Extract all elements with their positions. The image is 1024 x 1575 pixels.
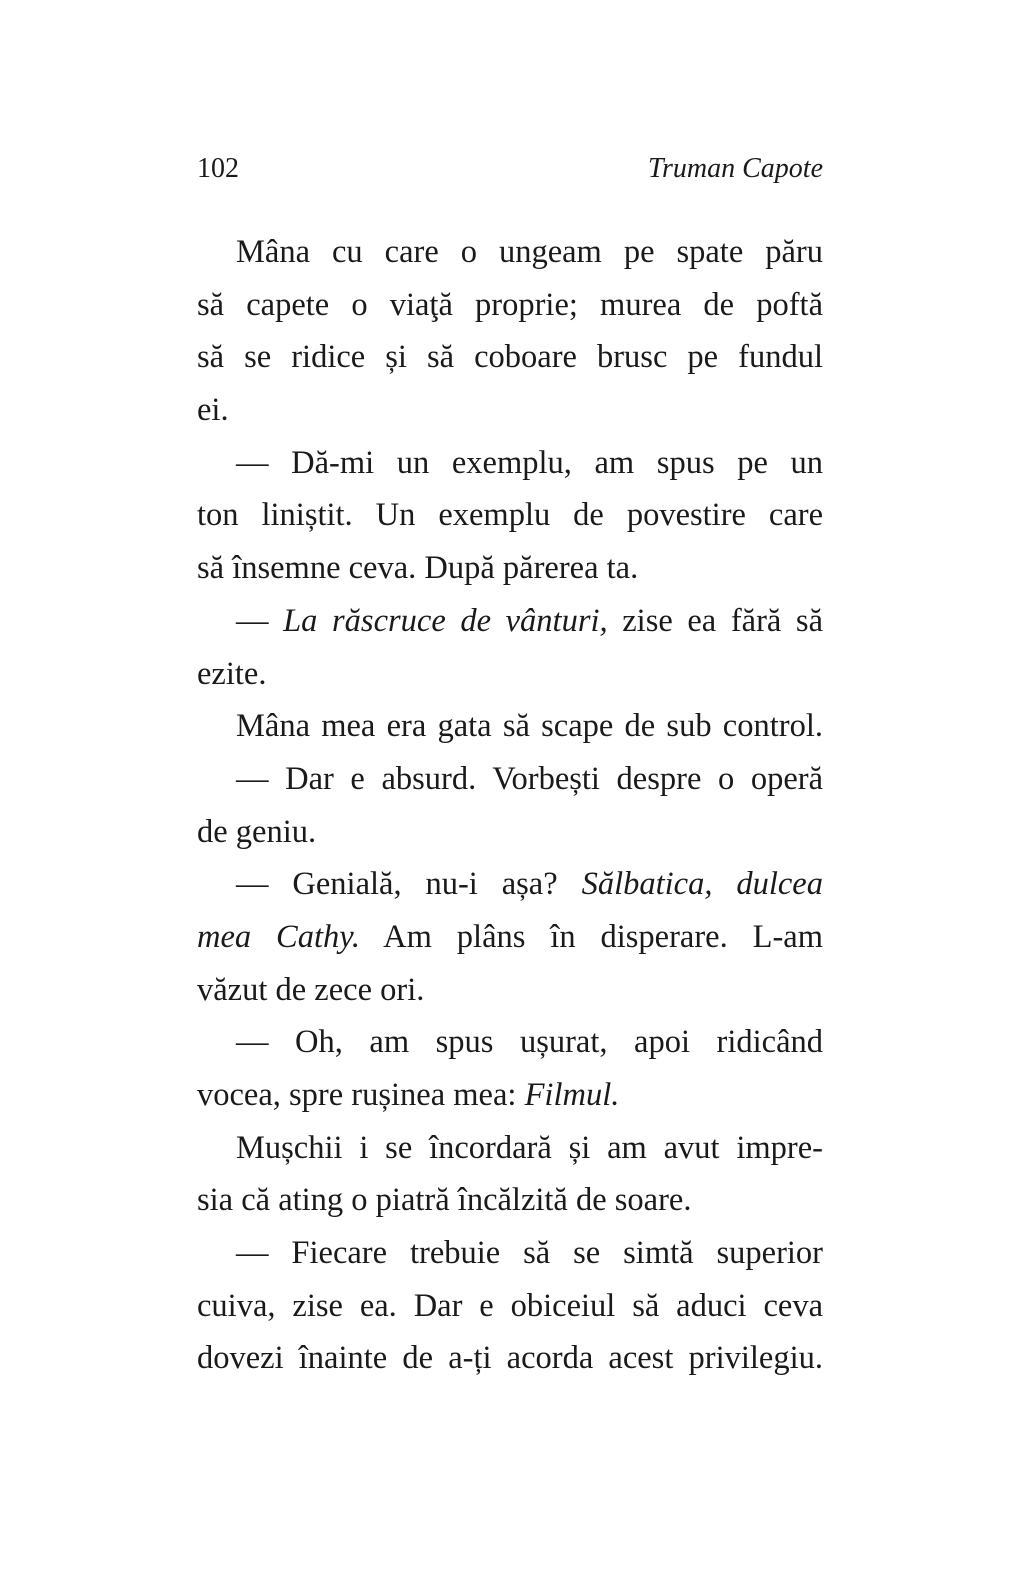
text-line xyxy=(197,911,823,964)
text-line xyxy=(197,437,823,490)
text-line xyxy=(197,384,823,437)
text-segment: ton liniștit. Un exemplu de povestire care xyxy=(197,497,823,534)
text-segment: — Fiecare trebuie să se simtă superior xyxy=(236,1235,823,1272)
text-segment: ezite. xyxy=(197,655,267,692)
text-segment: — Oh, am spus ușurat, apoi ridicând xyxy=(236,1024,823,1061)
text-segment: zise ea fără să xyxy=(607,602,823,639)
page-number: 102 xyxy=(197,153,239,184)
text-segment: — Dă-mi un exemplu, am spus pe un xyxy=(236,444,823,481)
text-segment: — xyxy=(236,602,284,639)
text-line xyxy=(197,1227,823,1280)
italic-text: mea Cathy. xyxy=(197,918,361,955)
text-segment: de geniu. xyxy=(197,813,317,850)
italic-text: La răscruce de vânturi, xyxy=(283,602,608,639)
text-segment: să capete o viaţă proprie; murea de poftă xyxy=(197,286,823,323)
text-line xyxy=(197,964,823,1017)
text-segment: cuiva, zise ea. Dar e obiceiul să aduci ceva xyxy=(197,1287,823,1324)
text-segment: Am plâns în disperare. L-am xyxy=(360,918,823,955)
text-line xyxy=(197,700,823,753)
text-line xyxy=(197,331,823,384)
italic-text: Sălbatica, dulcea xyxy=(581,866,823,903)
text-segment: să se ridice și să coboare brusc pe fundul xyxy=(197,339,823,376)
text-segment: dovezi înainte de a-ți acorda acest privilegiu. xyxy=(197,1340,823,1377)
text-line xyxy=(197,1280,823,1333)
text-line xyxy=(197,226,823,279)
text-line xyxy=(197,753,823,806)
text-line xyxy=(197,648,823,701)
text-line xyxy=(197,1332,823,1385)
text-line xyxy=(197,542,823,595)
text-line xyxy=(197,1069,823,1122)
text-line xyxy=(197,1174,823,1227)
text-segment: vocea, spre rușinea mea: xyxy=(197,1077,525,1113)
text-segment: să însemne ceva. După părerea ta. xyxy=(197,550,639,587)
text-segment: Mușchii i se încordară și am avut impre- xyxy=(236,1129,823,1166)
text-segment: — Dar e absurd. Vorbești despre o operă xyxy=(236,760,823,797)
text-line xyxy=(197,858,823,911)
text-line xyxy=(197,1016,823,1069)
page-header xyxy=(197,153,823,193)
text-segment: Mâna mea era gata să scape de sub control. xyxy=(236,708,823,745)
text-segment: ei. xyxy=(197,392,229,429)
running-title: Truman Capote xyxy=(647,153,823,184)
italic-text: Filmul. xyxy=(524,1077,620,1113)
text-line xyxy=(197,279,823,332)
text-line xyxy=(197,595,823,648)
text-segment: văzut de zece ori. xyxy=(197,971,425,1008)
text-segment: Mâna cu care o ungeam pe spate păru xyxy=(236,234,823,270)
text-line xyxy=(197,489,823,542)
text-segment: sia că ating o piatră încălzită de soare. xyxy=(197,1182,692,1219)
text-line xyxy=(197,1122,823,1175)
body-text xyxy=(197,226,823,1385)
text-line xyxy=(197,806,823,859)
text-segment: — Genială, nu-i așa? xyxy=(236,866,582,903)
